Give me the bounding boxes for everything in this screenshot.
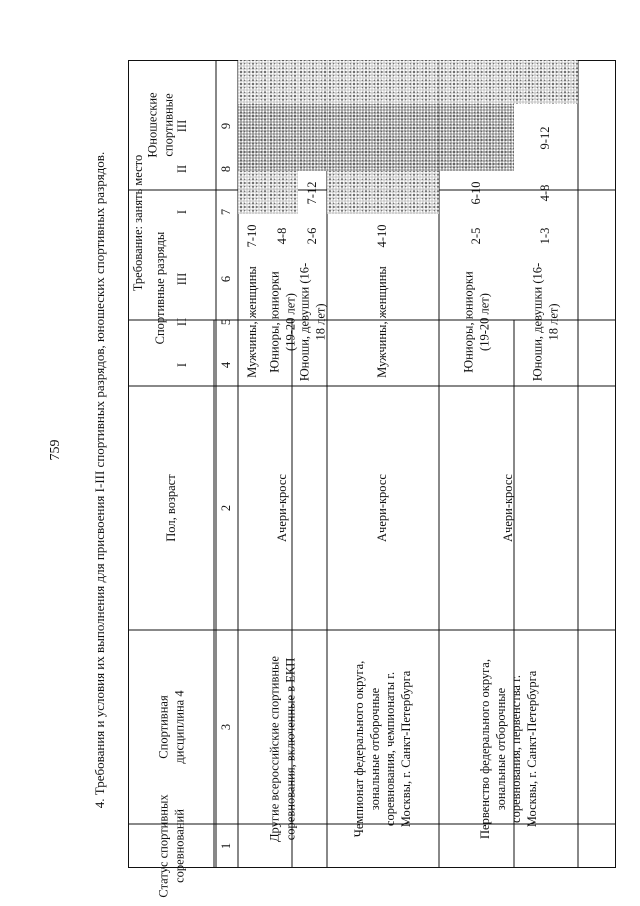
row-value-II-text: 4-8 (538, 184, 553, 201)
header-youth-II-text: II (175, 164, 190, 173)
column-number (216, 630, 238, 824)
shaded-cell (327, 60, 439, 104)
row-gender-age (298, 257, 327, 386)
column-number (216, 824, 238, 868)
row-status-text: Чемпионат федерального округа, зональные отборочные соревнования, чемпионаты г. Москвы, г. Санкт-Петербурга (351, 660, 413, 838)
row-status (327, 630, 439, 868)
row-discipline (238, 386, 327, 630)
header-youth-ranks (145, 60, 175, 190)
column-number (216, 386, 238, 630)
header-rank-III-text: III (175, 272, 190, 285)
row-gender-age (439, 257, 514, 386)
shaded-cell (327, 171, 439, 214)
row-discipline (327, 386, 439, 630)
shaded-cell (439, 60, 514, 104)
header-rank-II-text: II (175, 317, 190, 326)
row-value-I-text: 4-10 (375, 224, 390, 247)
shaded-cell (268, 104, 298, 171)
header-youth-ranks-text: Юношеские спортивные (145, 92, 175, 158)
row-value-II-text: 6-10 (468, 181, 483, 204)
row-gender-age-text: Юниоры, юниорки (19-20 лет) (460, 270, 491, 373)
column-number-text: 8 (219, 165, 234, 172)
row-gender-age (514, 257, 578, 386)
header-requirement-text: Требование: занять место (131, 154, 146, 292)
row-gender-age (268, 257, 298, 386)
row-value-III-text: 9-12 (538, 126, 553, 149)
page-number: 759 (48, 439, 63, 461)
row-status (238, 630, 327, 868)
column-number-text: 9 (219, 122, 234, 129)
row-status (439, 630, 578, 868)
row-gender-age-text: Юноши, девушки (16-18 лет) (296, 262, 327, 381)
column-number (216, 343, 238, 386)
header-youth-III-text: III (175, 119, 190, 132)
header-sport-ranks-text: Спортивные разряды (153, 231, 168, 345)
shaded-cell (268, 171, 298, 214)
row-discipline (439, 386, 578, 630)
header-youth-II (172, 147, 194, 190)
row-value-I (327, 214, 439, 257)
shaded-cell (238, 60, 268, 104)
column-number (216, 190, 238, 233)
column-number (216, 147, 238, 190)
row-value-I (514, 214, 578, 257)
row-value-III (514, 104, 578, 171)
header-status-text: Статус спортивных соревнований (156, 794, 186, 898)
column-number-text: 1 (219, 842, 234, 850)
header-gender-age-text: Пол, возраст (164, 474, 179, 542)
table-caption: 4. Требования и условия их выполнения для присвоения I-III спортивных разрядов, юношеских спортивных разрядов. (92, 151, 107, 809)
header-sport-ranks (150, 190, 172, 386)
header-rank-I-text: I (175, 362, 190, 367)
shaded-cell (238, 171, 268, 214)
shaded-cell (514, 60, 578, 104)
shaded-cell (298, 104, 327, 171)
row-value-II (514, 171, 578, 214)
row-value-I-text: 4-8 (275, 227, 290, 244)
row-value-I-text: 7-10 (245, 224, 260, 247)
header-gender-age (128, 386, 216, 630)
row-gender-age (327, 257, 439, 386)
row-status-text: Первенство федерального округа, зональные отборочные соревнования, первенства г. Москвы, г. Санкт-Петербурга (477, 659, 539, 839)
row-value-I (439, 214, 514, 257)
header-youth-III (172, 104, 194, 147)
row-value-II (298, 171, 327, 214)
header-rank-III (172, 257, 194, 300)
header-rank-I (172, 343, 194, 386)
row-discipline-text: Ачери-кросс (500, 474, 515, 542)
row-value-I-text: 2-5 (468, 227, 483, 244)
row-value-I-text: 2-6 (304, 227, 319, 244)
row-gender-age-text: Юноши, девушки (16-18 лет) (530, 262, 560, 381)
header-youth-I (172, 190, 194, 233)
header-youth-I-text: I (175, 209, 190, 214)
header-status (128, 794, 216, 898)
row-discipline-text: Ачери-кросс (375, 474, 390, 542)
column-number (216, 104, 238, 147)
row-gender-age-text: Мужчины, женщины (375, 265, 390, 378)
row-value-I (298, 214, 327, 257)
header-rank-II (172, 300, 194, 343)
column-number-text: 5 (219, 318, 234, 325)
column-number-text: 4 (219, 361, 234, 368)
column-number (216, 257, 238, 300)
row-value-I (268, 214, 298, 257)
column-number-text: 2 (219, 504, 234, 512)
row-gender-age-text: Мужчины, женщины (245, 265, 260, 378)
column-number-text: 3 (219, 723, 234, 731)
row-value-II (439, 171, 514, 214)
shaded-cell (327, 104, 439, 171)
shaded-cell (298, 60, 327, 104)
row-value-II-text: 7-12 (304, 181, 319, 204)
column-number (216, 300, 238, 343)
shaded-cell (268, 60, 298, 104)
header-discipline-text: Спортивная дисциплина 4 (156, 690, 186, 764)
row-gender-age (238, 257, 268, 386)
shaded-cell (238, 104, 268, 171)
shaded-cell (439, 104, 514, 171)
row-status-text: Другие всероссийские спортивные соревнования, включенные в ЕКП (266, 656, 297, 842)
row-discipline-text: Ачери-кросс (274, 474, 289, 542)
header-discipline (128, 630, 216, 824)
column-number-text: 7 (219, 208, 234, 215)
row-value-I-text: 1-3 (538, 227, 553, 244)
row-gender-age-text: Юниоры, юниорки (19-20 лет) (267, 270, 297, 373)
column-number-text: 6 (219, 275, 234, 282)
row-value-I (238, 214, 268, 257)
